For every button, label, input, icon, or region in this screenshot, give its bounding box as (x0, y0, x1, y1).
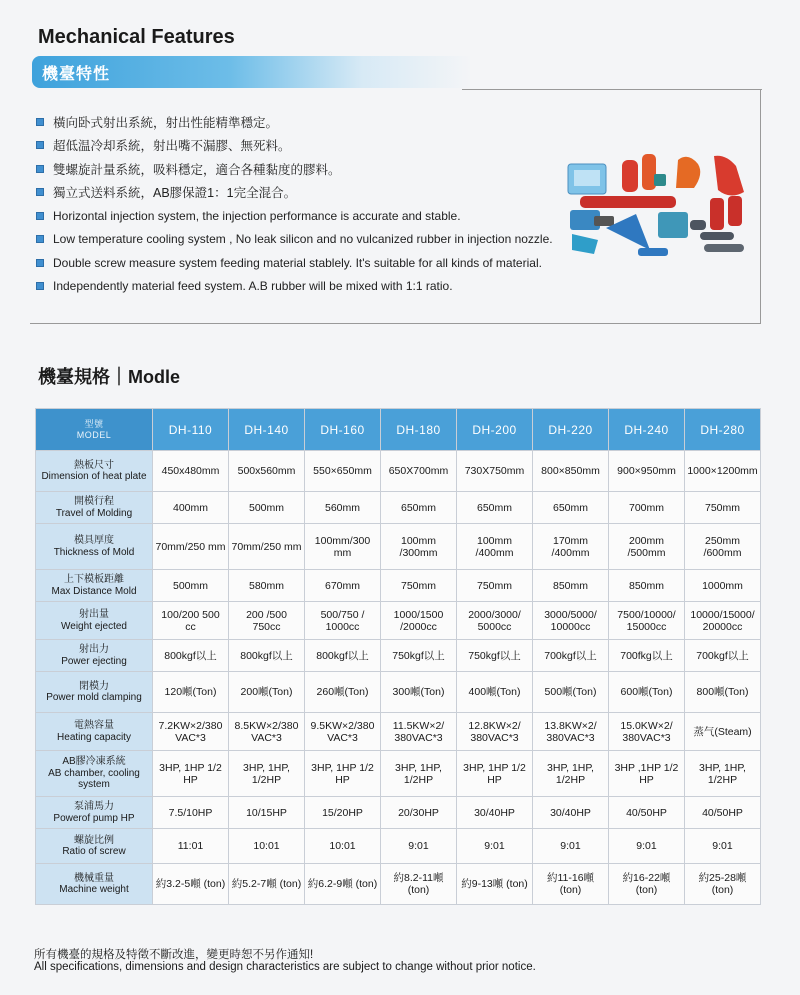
feature-text: 超低温冷却系統，射出嘴不漏膠、無死料。 (53, 139, 291, 154)
feature-text: Low temperature cooling system , No leak silicon and no vulcanized rubber in injection nozzle. (53, 232, 553, 247)
spec-title: 機臺規格｜Modle (38, 367, 180, 387)
spec-cell: 500mm (229, 492, 305, 524)
spec-cell: 約6.2-9噸 (ton) (305, 864, 381, 905)
spec-cell: 450x480mm (153, 451, 229, 492)
spec-cell: 約11-16噸 (ton) (533, 864, 609, 905)
spec-cell: 1000mm (685, 570, 761, 602)
spec-cell: 500mm (153, 570, 229, 602)
spec-cell: 10:01 (305, 829, 381, 864)
row-label-zh: 射出力 (79, 644, 109, 655)
spec-cell: 30/40HP (457, 797, 533, 829)
spec-cell: 650mm (381, 492, 457, 524)
spec-cell: 約3.2-5噸 (ton) (153, 864, 229, 905)
spec-cell: 9:01 (685, 829, 761, 864)
feature-text: 雙螺旋計量系統，吸料穩定，適合各種黏度的膠料。 (53, 162, 341, 177)
feature-item (36, 134, 596, 158)
row-label (36, 492, 153, 524)
spec-cell: 3HP, 1HP 1/2 HP (457, 751, 533, 797)
table-row (36, 713, 761, 751)
spec-cell: 70mm/250 mm (229, 524, 305, 570)
spec-cell: 1000×1200mm (685, 451, 761, 492)
row-label-en: Power mold clamping (46, 692, 142, 703)
model-name: DH-110 (153, 409, 229, 451)
row-label-en: Powerof pump HP (53, 812, 135, 824)
spec-cell: 100mm/300 mm (305, 524, 381, 570)
spec-cell: 300噸(Ton) (381, 672, 457, 713)
frame-divider (462, 89, 762, 90)
row-label (36, 524, 153, 570)
spec-cell: 170mm /400mm (533, 524, 609, 570)
spec-cell: 約8.2-11噸 (ton) (381, 864, 457, 905)
spec-cell: 800kgf以上 (229, 640, 305, 672)
frame-divider (30, 323, 761, 324)
footer-note-zh: 所有機臺的規格及特徵不斷改進，變更時恕不另作通知! (34, 949, 314, 961)
feature-text: 橫向卧式射出系統，射出性能精準穩定。 (53, 115, 279, 130)
square-bullet-icon (36, 259, 44, 267)
table-row (36, 751, 761, 797)
model-name: DH-240 (609, 409, 685, 451)
spec-cell: 9:01 (457, 829, 533, 864)
spec-cell: 500噸(Ton) (533, 672, 609, 713)
spec-cell: 10/15HP (229, 797, 305, 829)
row-label (36, 672, 153, 713)
feature-list (36, 110, 596, 298)
spec-cell: 9:01 (609, 829, 685, 864)
row-label (36, 640, 153, 672)
model-name: DH-140 (229, 409, 305, 451)
spec-cell: 600噸(Ton) (609, 672, 685, 713)
row-label (36, 751, 153, 797)
row-label (36, 570, 153, 602)
spec-cell: 650X700mm (381, 451, 457, 492)
feature-item (36, 181, 596, 205)
spec-cell: 9:01 (533, 829, 609, 864)
row-label-zh: AB膠冷凍系統 (62, 756, 126, 768)
row-label-en: Power ejecting (61, 655, 127, 667)
feature-text: Independently material feed system. A.B rubber will be mixed with 1:1 ratio. (53, 279, 453, 294)
spec-cell: 11:01 (153, 829, 229, 864)
spec-cell: 3HP ,1HP 1/2 HP (609, 751, 685, 797)
row-label-zh: 上下模板距離 (64, 574, 124, 585)
spec-cell: 7.5/10HP (153, 797, 229, 829)
model-label-zh: 型號 (84, 418, 104, 429)
spec-cell: 11.5KW×2/ 380VAC*3 (381, 713, 457, 751)
spec-cell: 2000/3000/ 5000cc (457, 602, 533, 640)
model-name: DH-180 (381, 409, 457, 451)
spec-cell: 260噸(Ton) (305, 672, 381, 713)
feature-text: Horizontal injection system, the injection performance is accurate and stable. (53, 208, 461, 223)
spec-table-body (36, 451, 761, 905)
spec-cell: 9.5KW×2/380 VAC*3 (305, 713, 381, 751)
spec-cell: 15/20HP (305, 797, 381, 829)
row-label-zh: 熱板尺寸 (74, 459, 114, 471)
spec-cell: 20/30HP (381, 797, 457, 829)
row-label-en: Max Distance Mold (51, 585, 137, 597)
section-ribbon (32, 56, 472, 88)
frame-divider (760, 89, 761, 324)
row-label-en: Weight ejected (61, 620, 127, 632)
table-row (36, 797, 761, 829)
spec-cell: 200 /500 750cc (229, 602, 305, 640)
row-label (36, 451, 153, 492)
row-label-en: Ratio of screw (62, 846, 126, 857)
spec-cell: 400噸(Ton) (457, 672, 533, 713)
row-label (36, 602, 153, 640)
spec-cell: 3HP, 1HP 1/2 HP (153, 751, 229, 797)
spec-cell: 730X750mm (457, 451, 533, 492)
spec-cell: 30/40HP (533, 797, 609, 829)
row-label-zh: 射出量 (79, 609, 109, 620)
row-label-zh: 閉模力 (79, 680, 109, 692)
spec-table (35, 408, 761, 905)
spec-cell: 200mm /500mm (609, 524, 685, 570)
square-bullet-icon (36, 282, 44, 290)
spec-cell: 8.5KW×2/380 VAC*3 (229, 713, 305, 751)
row-label (36, 713, 153, 751)
feature-item (36, 228, 596, 252)
spec-cell: 580mm (229, 570, 305, 602)
square-bullet-icon (36, 141, 44, 149)
row-label-en: Heating capacity (57, 731, 131, 743)
square-bullet-icon (36, 165, 44, 173)
spec-cell: 3HP, 1HP, 1/2HP (685, 751, 761, 797)
row-label-en: Travel of Molding (55, 507, 133, 519)
row-label-en: Thickness of Mold (53, 546, 135, 558)
table-row (36, 492, 761, 524)
row-label-en: Machine weight (59, 884, 129, 895)
table-row (36, 451, 761, 492)
spec-cell: 200噸(Ton) (229, 672, 305, 713)
spec-cell: 750mm (381, 570, 457, 602)
spec-cell: 3HP, 1HP 1/2 HP (305, 751, 381, 797)
spec-cell: 700mm (609, 492, 685, 524)
spec-cell: 700fkg以上 (609, 640, 685, 672)
spec-cell: 700kgf以上 (533, 640, 609, 672)
model-name: DH-200 (457, 409, 533, 451)
square-bullet-icon (36, 235, 44, 243)
row-label-en: AB chamber, cooling system (48, 767, 140, 791)
spec-cell: 900×950mm (609, 451, 685, 492)
spec-cell: 7500/10000/ 15000cc (609, 602, 685, 640)
spec-cell: 750mm (685, 492, 761, 524)
table-row (36, 672, 761, 713)
spec-cell: 120噸(Ton) (153, 672, 229, 713)
silicone-products-photo (566, 150, 756, 270)
square-bullet-icon (36, 118, 44, 126)
section-subtitle: 機臺特性 (42, 66, 111, 83)
spec-cell: 400mm (153, 492, 229, 524)
spec-cell: 750kgf以上 (381, 640, 457, 672)
spec-cell: 40/50HP (609, 797, 685, 829)
spec-cell: 13.8KW×2/ 380VAC*3 (533, 713, 609, 751)
spec-cell: 3HP, 1HP, 1/2HP (229, 751, 305, 797)
spec-cell: 500x560mm (229, 451, 305, 492)
spec-cell: 3000/5000/ 10000cc (533, 602, 609, 640)
spec-cell: 約25-28噸 (ton) (685, 864, 761, 905)
row-label-zh: 模具厚度 (74, 535, 114, 546)
spec-cell: 670mm (305, 570, 381, 602)
spec-cell: 蒸气(Steam) (685, 713, 761, 751)
row-label-zh: 開模行程 (74, 496, 114, 507)
feature-text: Double screw measure system feeding material stablely. It's suitable for all kinds of material. (53, 255, 542, 270)
table-row (36, 640, 761, 672)
spec-cell: 650mm (457, 492, 533, 524)
spec-cell: 70mm/250 mm (153, 524, 229, 570)
table-header-row (36, 409, 761, 451)
model-name: DH-160 (305, 409, 381, 451)
spec-cell: 850mm (533, 570, 609, 602)
row-label-zh: 泵浦馬力 (74, 801, 114, 812)
spec-cell: 750kgf以上 (457, 640, 533, 672)
spec-cell: 700kgf以上 (685, 640, 761, 672)
table-row (36, 864, 761, 905)
spec-cell: 850mm (609, 570, 685, 602)
spec-cell: 250mm /600mm (685, 524, 761, 570)
spec-cell: 9:01 (381, 829, 457, 864)
spec-cell: 7.2KW×2/380 VAC*3 (153, 713, 229, 751)
spec-cell: 約5.2-7噸 (ton) (229, 864, 305, 905)
spec-cell: 15.0KW×2/ 380VAC*3 (609, 713, 685, 751)
model-header-cell (36, 409, 153, 451)
table-row (36, 602, 761, 640)
square-bullet-icon (36, 188, 44, 196)
spec-cell: 10:01 (229, 829, 305, 864)
feature-item (36, 251, 596, 275)
spec-cell: 3HP, 1HP, 1/2HP (381, 751, 457, 797)
row-label (36, 864, 153, 905)
row-label-zh: 螺旋比例 (74, 834, 114, 846)
spec-cell: 560mm (305, 492, 381, 524)
spec-cell: 550×650mm (305, 451, 381, 492)
square-bullet-icon (36, 212, 44, 220)
feature-item (36, 110, 596, 134)
row-label (36, 797, 153, 829)
spec-cell: 100mm /400mm (457, 524, 533, 570)
feature-item (36, 204, 596, 228)
spec-cell: 3HP, 1HP, 1/2HP (533, 751, 609, 797)
spec-cell: 10000/15000/ 20000cc (685, 602, 761, 640)
spec-cell: 40/50HP (685, 797, 761, 829)
spec-cell: 800kgf以上 (305, 640, 381, 672)
spec-cell: 100/200 500 cc (153, 602, 229, 640)
spec-cell: 12.8KW×2/ 380VAC*3 (457, 713, 533, 751)
spec-cell: 800kgf以上 (153, 640, 229, 672)
model-label-en: MODEL (76, 429, 112, 440)
row-label-en: Dimension of heat plate (41, 471, 147, 482)
spec-cell: 800噸(Ton) (685, 672, 761, 713)
section-title: Mechanical Features (38, 26, 235, 48)
footer-note-en: All specifications, dimensions and design characteristics are subject to change without prior notice. (34, 961, 536, 973)
row-label-zh: 機械重量 (74, 872, 114, 884)
spec-cell: 約16-22噸 (ton) (609, 864, 685, 905)
feature-item (36, 157, 596, 181)
feature-text: 獨立式送料系統，AB膠保證1：1完全混合。 (53, 186, 297, 201)
row-label (36, 829, 153, 864)
spec-cell: 750mm (457, 570, 533, 602)
model-name: DH-220 (533, 409, 609, 451)
row-label-zh: 電熱容量 (74, 720, 114, 731)
table-row (36, 570, 761, 602)
model-name: DH-280 (685, 409, 761, 451)
spec-cell: 約9-13噸 (ton) (457, 864, 533, 905)
spec-cell: 100mm /300mm (381, 524, 457, 570)
spec-cell: 500/750 / 1000cc (305, 602, 381, 640)
spec-cell: 1000/1500 /2000cc (381, 602, 457, 640)
spec-cell: 650mm (533, 492, 609, 524)
table-row (36, 829, 761, 864)
table-row (36, 524, 761, 570)
feature-item (36, 275, 596, 299)
spec-cell: 800×850mm (533, 451, 609, 492)
